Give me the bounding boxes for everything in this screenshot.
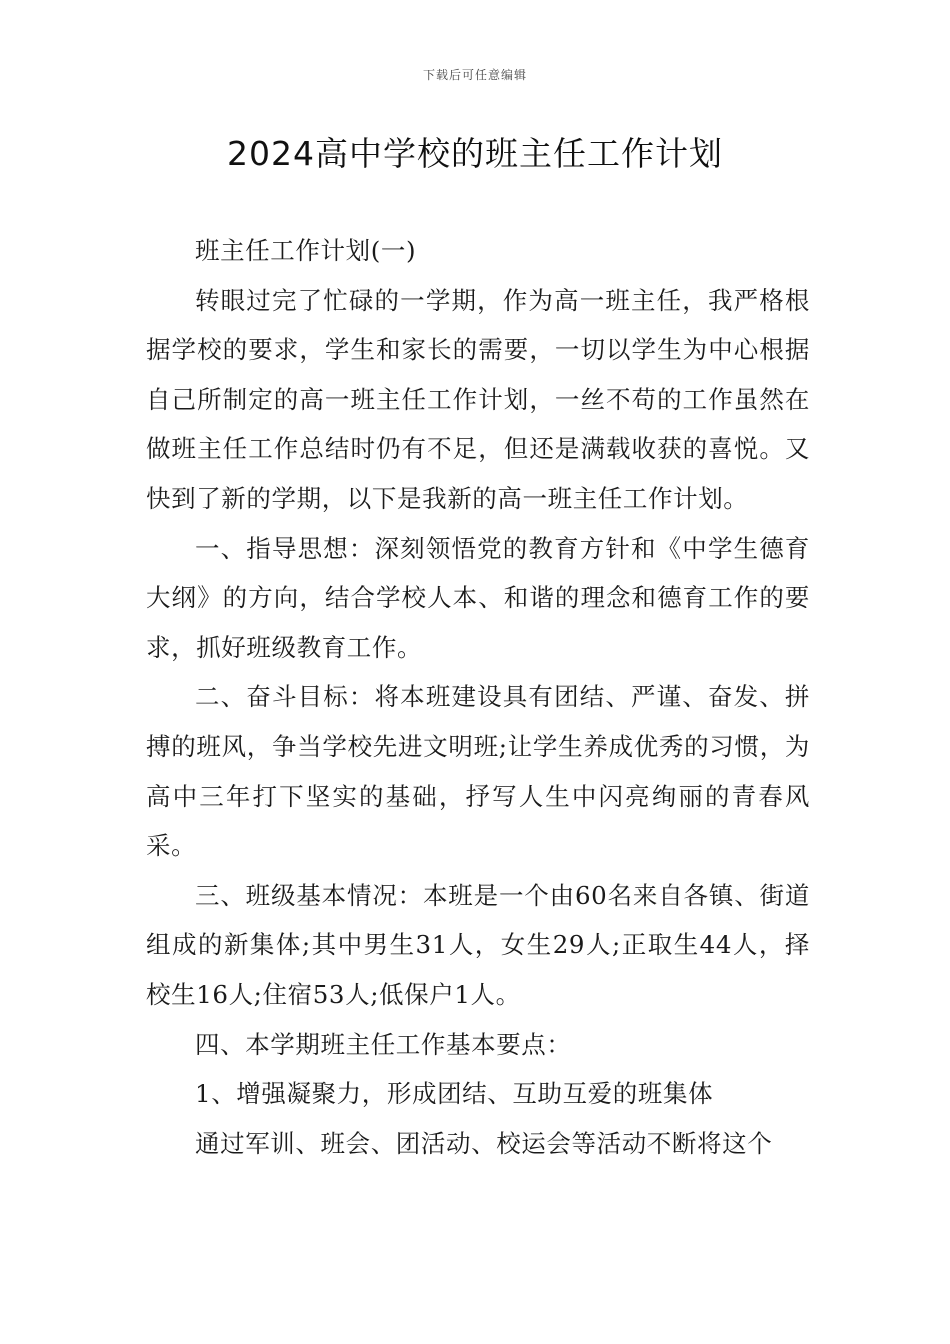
section-heading: 班主任工作计划(一) (195, 236, 417, 265)
goals-paragraph: 二、奋斗目标：将本班建设具有团结、严谨、奋发、拼搏的班风，争当学校先进文明班;让学生养成优秀的习惯，为高中三年打下坚实的基础，抒写人生中闪亮绚丽的青春风采。 (146, 682, 810, 861)
activities-paragraph: 通过军训、班会、团活动、校运会等活动不断将这个 (195, 1128, 773, 1158)
class-info-paragraph: 三、班级基本情况：本班是一个由60名来自各镇、街道组成的新集体;其中男生31人，女生29人;正取生44人，择校生16人;住宿53人;低保户1人。 (146, 880, 810, 1009)
header-note: 下载后可任意编辑 (422, 68, 527, 82)
key-points-heading: 四、本学期班主任工作基本要点： (195, 1029, 572, 1059)
intro-paragraph: 转眼过完了忙碌的一学期，作为高一班主任，我严格根据学校的要求，学生和家长的需要，一切以学生为中心根据自己所制定的高一班主任工作计划，一丝不苟的工作虽然在做班主任工作总结时仍有不足，但还是满载收获的喜悦。又快到了新的学期，以下是我新的高一班主任工作计划。 (146, 285, 810, 513)
guiding-ideology-paragraph: 一、指导思想：深刻领悟党的教育方针和《中学生德育大纲》的方向，结合学校人本、和谐的理念和德育工作的要求，抓好班级教育工作。 (146, 533, 810, 662)
document-title: 2024高中学校的班主任工作计划 (227, 134, 723, 173)
key-point-1: 1、增强凝聚力，形成团结、互助互爱的班集体 (195, 1079, 714, 1109)
document-body (146, 226, 810, 1168)
